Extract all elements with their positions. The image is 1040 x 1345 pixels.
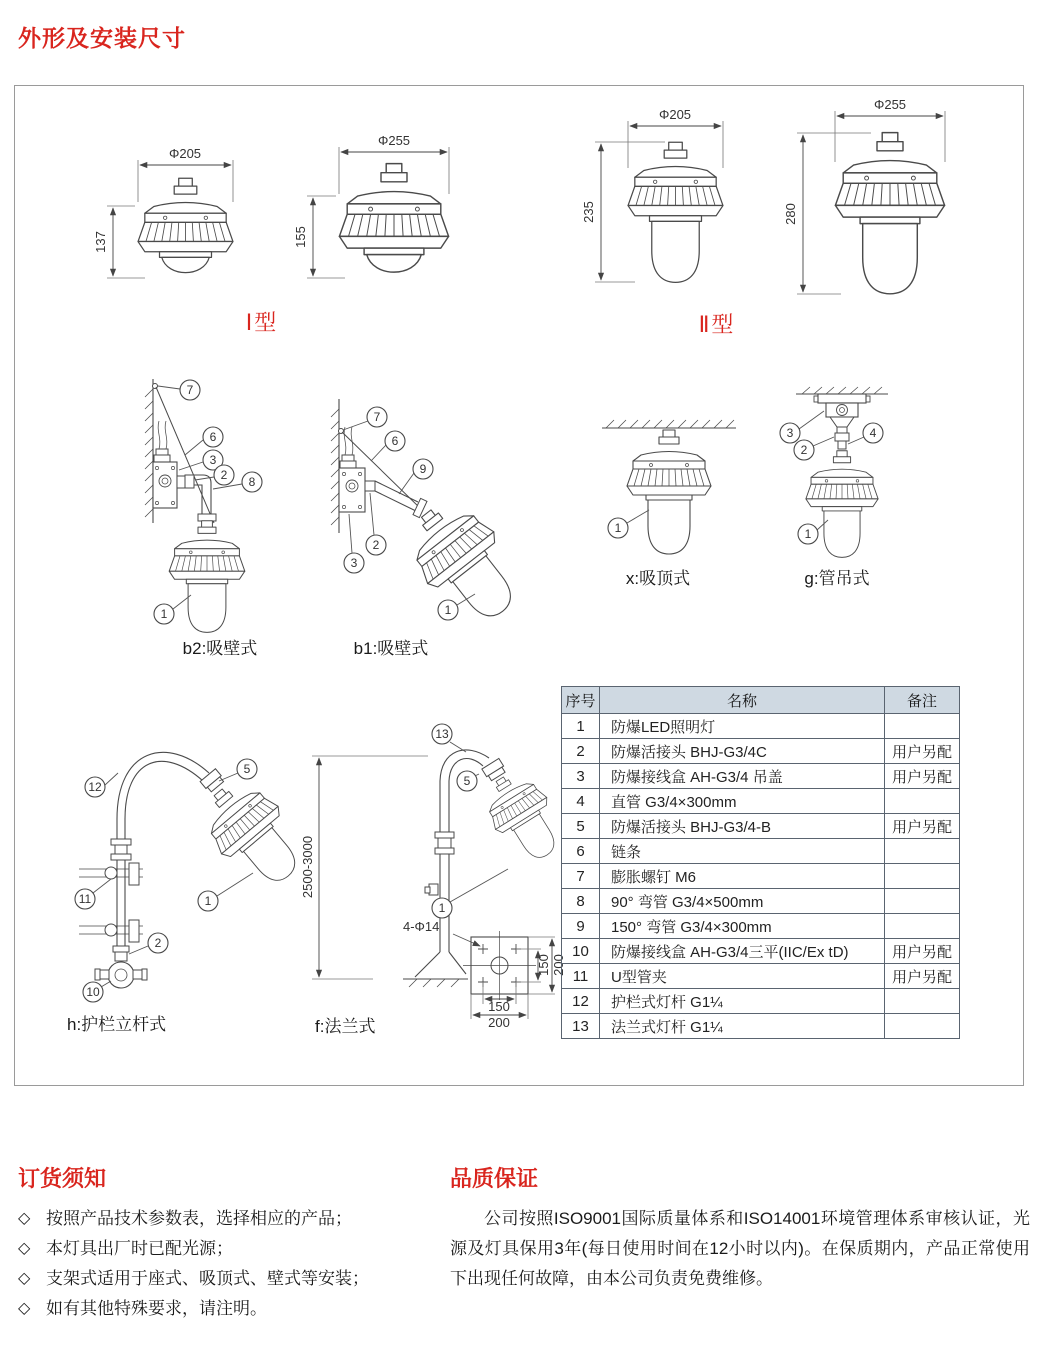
cell-index: 8 — [562, 889, 600, 914]
cell-name: 防爆接线盒 AH-G3/4三平(IIC/Ex tD) — [600, 939, 885, 964]
svg-text:1: 1 — [444, 603, 452, 617]
svg-text:2: 2 — [220, 468, 228, 482]
quality-body: 公司按照ISO9001国际质量体系和ISO14001环境管理体系审核认证，光源及灯具保用3年(每日使用时间在12小时以内)。在保质期内，产品正常使用下出现任何故障，由本公司负责免费维修。 — [450, 1209, 1030, 1288]
cell-name: U型管夹 — [600, 964, 885, 989]
table-row — [562, 714, 960, 739]
flange-dim-150-h: 150 — [488, 999, 510, 1014]
ordering-item — [18, 1204, 448, 1234]
svg-text:1: 1 — [438, 901, 446, 915]
drawing-g-pipe-mount — [770, 384, 900, 579]
table-row — [562, 739, 960, 764]
svg-text:3: 3 — [209, 453, 217, 467]
caption-h: h:护栏立杆式 — [67, 1015, 167, 1034]
cell-name: 法兰式灯杆 G1¼ — [600, 1014, 885, 1039]
table-header-row — [562, 687, 960, 714]
flange-holes-label: 4-Φ14 — [403, 919, 440, 934]
cell-note — [885, 914, 960, 939]
table-row — [562, 864, 960, 889]
ordering-item-text: 如有其他特殊要求，请注明。 — [46, 1299, 267, 1318]
svg-text:6: 6 — [391, 434, 399, 448]
parts-table-wrap — [561, 686, 960, 1039]
ordering-item — [18, 1234, 448, 1264]
cell-note — [885, 1014, 960, 1039]
svg-text:2: 2 — [154, 936, 162, 950]
svg-text:12: 12 — [88, 780, 102, 794]
table-row — [562, 964, 960, 989]
caption-x: x:吸顶式 — [625, 569, 691, 588]
ordering-list — [18, 1204, 448, 1324]
table-row — [562, 814, 960, 839]
svg-text:11: 11 — [78, 892, 92, 906]
cell-note: 用户另配 — [885, 814, 960, 839]
ordering-item-text: 本灯具出厂时已配光源； — [46, 1239, 233, 1258]
cell-note: 用户另配 — [885, 764, 960, 789]
drawing-f-flange-pole — [300, 684, 573, 1030]
cell-index: 13 — [562, 1014, 600, 1039]
header-name: 名称 — [600, 687, 885, 714]
callout-1 — [608, 518, 628, 538]
flange-dim-200-h: 200 — [488, 1015, 510, 1030]
callout-12 — [85, 777, 105, 797]
callout-1 — [198, 891, 218, 911]
cell-note: 用户另配 — [885, 964, 960, 989]
cell-index: 9 — [562, 914, 600, 939]
cell-note — [885, 839, 960, 864]
drawing-h-guardrail-pole — [55, 711, 315, 1016]
header-index: 序号 — [562, 687, 600, 714]
parts-table-body — [562, 714, 960, 1039]
flange-dim-200-v: 200 — [551, 954, 566, 976]
cell-index: 12 — [562, 989, 600, 1014]
cell-name: 膨胀螺钉 M6 — [600, 864, 885, 889]
callout-5 — [457, 771, 477, 791]
svg-text:7: 7 — [373, 410, 381, 424]
callout-3 — [780, 423, 800, 443]
cell-note — [885, 789, 960, 814]
dim-height: 137 — [93, 231, 108, 253]
drawing-type1-small — [87, 144, 252, 284]
svg-text:2: 2 — [372, 538, 380, 552]
cell-name: 直管 G3/4×300mm — [600, 789, 885, 814]
callout-6 — [385, 431, 405, 451]
table-row — [562, 789, 960, 814]
ordering-item-text: 按照产品技术参数表，选择相应的产品； — [46, 1209, 352, 1228]
dim-diameter: Φ205 — [658, 107, 692, 122]
cell-name: 防爆活接头 BHJ-G3/4-B — [600, 814, 885, 839]
diamond-bullet-icon: ◇ — [18, 1240, 31, 1257]
callout-1 — [154, 604, 174, 624]
drawing-type2-large — [777, 94, 972, 309]
svg-text:5: 5 — [243, 762, 251, 776]
table-row — [562, 989, 960, 1014]
cell-name: 护栏式灯杆 G1¼ — [600, 989, 885, 1014]
caption-b1: b1:吸壁式 — [353, 639, 429, 658]
svg-text:3: 3 — [350, 556, 358, 570]
ordering-item — [18, 1294, 448, 1324]
callout-5 — [237, 759, 257, 779]
drawings-frame — [14, 85, 1024, 1086]
svg-text:6: 6 — [209, 430, 217, 444]
callout-8 — [242, 472, 262, 492]
flange-dim-150-v: 150 — [536, 954, 551, 976]
cell-index: 1 — [562, 714, 600, 739]
cell-index: 5 — [562, 814, 600, 839]
parts-table — [561, 686, 960, 1039]
cell-name: 90° 弯管 G3/4×500mm — [600, 889, 885, 914]
callout-10 — [83, 982, 103, 1002]
cell-index: 7 — [562, 864, 600, 889]
diamond-bullet-icon: ◇ — [18, 1210, 31, 1227]
cell-name: 链条 — [600, 839, 885, 864]
svg-text:4: 4 — [869, 426, 877, 440]
svg-text:5: 5 — [463, 774, 471, 788]
callout-6 — [203, 427, 223, 447]
callout-11 — [75, 889, 95, 909]
cell-name: 防爆LED照明灯 — [600, 714, 885, 739]
cell-note — [885, 889, 960, 914]
diamond-bullet-icon: ◇ — [18, 1270, 31, 1287]
svg-text:1: 1 — [160, 607, 168, 621]
ordering-item-text: 支架式适用于座式、吸顶式、壁式等安装； — [46, 1269, 369, 1288]
cell-name: 防爆接线盒 AH-G3/4 吊盖 — [600, 764, 885, 789]
table-row — [562, 939, 960, 964]
svg-text:2: 2 — [800, 443, 808, 457]
cell-note: 用户另配 — [885, 739, 960, 764]
cell-note — [885, 864, 960, 889]
drawing-x-ceiling-mount — [590, 406, 750, 566]
table-row — [562, 1014, 960, 1039]
callout-1 — [798, 524, 818, 544]
callout-7 — [367, 407, 387, 427]
callout-1 — [432, 898, 452, 918]
svg-text:10: 10 — [86, 985, 100, 999]
ordering-item — [18, 1264, 448, 1294]
svg-text:13: 13 — [435, 727, 449, 741]
cell-index: 6 — [562, 839, 600, 864]
callout-1 — [438, 600, 458, 620]
callout-13 — [432, 724, 452, 744]
svg-text:1: 1 — [614, 521, 622, 535]
header-note: 备注 — [885, 687, 960, 714]
cell-index: 4 — [562, 789, 600, 814]
drawing-type1-large — [283, 131, 473, 291]
dim-height: 280 — [783, 203, 798, 225]
callout-2 — [148, 933, 168, 953]
svg-text:9: 9 — [419, 462, 427, 476]
svg-text:3: 3 — [786, 426, 794, 440]
cell-index: 2 — [562, 739, 600, 764]
callout-2 — [366, 535, 386, 555]
type2-label: Ⅱ型 — [698, 312, 736, 337]
drawing-type2-small — [577, 106, 742, 296]
callout-7 — [180, 380, 200, 400]
cell-index: 3 — [562, 764, 600, 789]
dim-diameter: Φ255 — [873, 97, 907, 112]
page-title: 外形及安装尺寸 — [18, 25, 186, 51]
table-row — [562, 889, 960, 914]
dim-diameter: Φ205 — [168, 146, 202, 161]
caption-g: g:管吊式 — [804, 569, 870, 588]
diamond-bullet-icon: ◇ — [18, 1300, 31, 1317]
table-row — [562, 839, 960, 864]
callout-2 — [794, 440, 814, 460]
type1-label: Ⅰ型 — [245, 310, 279, 335]
ordering-section-title: 订货须知 — [18, 1166, 107, 1191]
svg-text:1: 1 — [804, 527, 812, 541]
drawing-b2-wall-mount — [129, 373, 279, 648]
svg-text:8: 8 — [248, 475, 256, 489]
svg-text:7: 7 — [186, 383, 194, 397]
cell-note — [885, 989, 960, 1014]
quality-section-title: 品质保证 — [450, 1166, 539, 1191]
table-row — [562, 764, 960, 789]
table-row — [562, 914, 960, 939]
caption-b2: b2:吸壁式 — [182, 639, 258, 658]
cell-note — [885, 714, 960, 739]
drawing-b1-wall-mount — [325, 381, 535, 631]
callout-2 — [214, 465, 234, 485]
dim-pole-height: 2500-3000 — [300, 835, 315, 899]
cell-index: 10 — [562, 939, 600, 964]
cell-name: 防爆活接头 BHJ-G3/4C — [600, 739, 885, 764]
cell-name: 150° 弯管 G3/4×300mm — [600, 914, 885, 939]
dim-height: 155 — [293, 226, 308, 248]
callout-3 — [344, 553, 364, 573]
dim-height: 235 — [581, 201, 596, 223]
callout-4 — [863, 423, 883, 443]
caption-f: f:法兰式 — [315, 1017, 376, 1036]
svg-text:1: 1 — [204, 894, 212, 908]
cell-note: 用户另配 — [885, 939, 960, 964]
callout-9 — [413, 459, 433, 479]
dim-diameter: Φ255 — [377, 133, 411, 148]
cell-index: 11 — [562, 964, 600, 989]
